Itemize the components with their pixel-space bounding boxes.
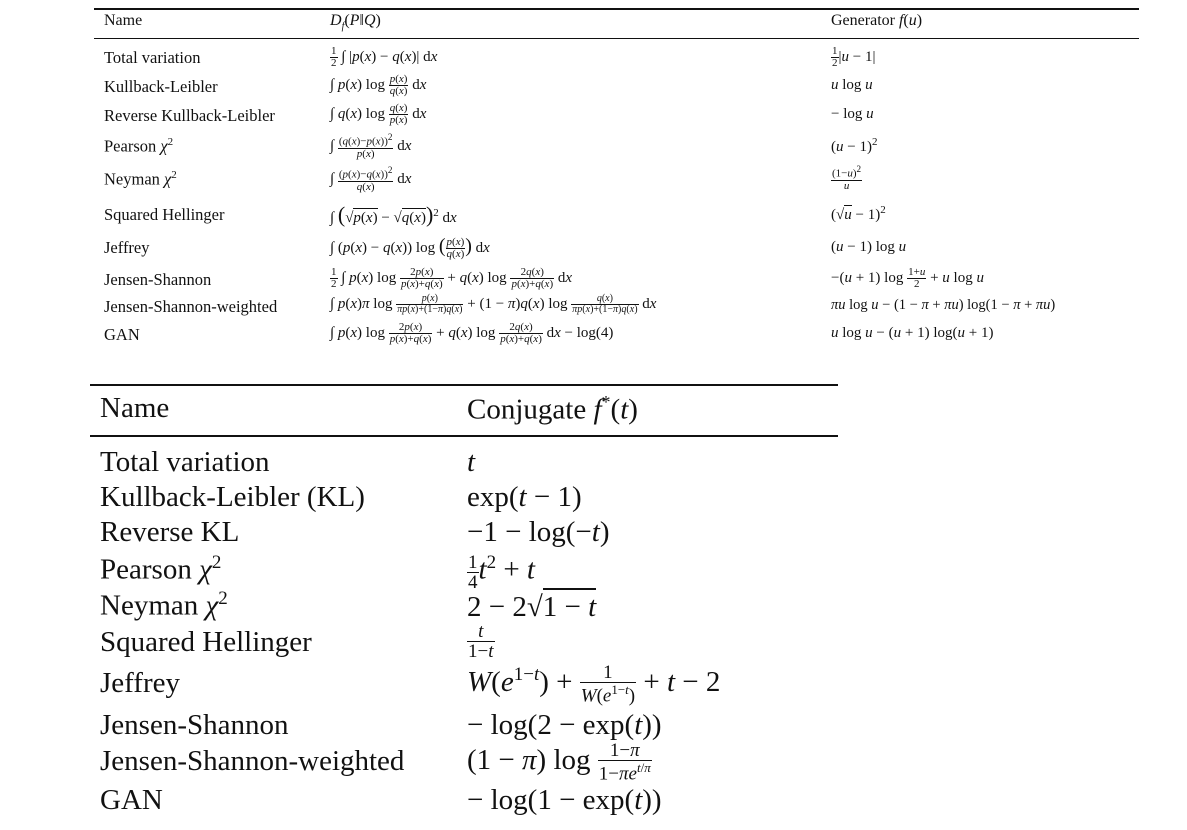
row-name: Kullback-Leibler bbox=[104, 77, 218, 96]
header-generator: Generator f(u) bbox=[831, 12, 923, 29]
conjugate-formula: 2 − 2√1 − t bbox=[467, 588, 596, 624]
row-name: Reverse Kullback-Leibler bbox=[104, 106, 275, 125]
row-name: GAN bbox=[104, 325, 140, 344]
conjugate-formula: − log(1 − exp(t)) bbox=[467, 784, 662, 816]
header-name: Name bbox=[100, 392, 170, 424]
table-row bbox=[0, 662, 1187, 707]
table-row bbox=[0, 73, 1187, 102]
table-row bbox=[0, 102, 1187, 131]
row-name: Pearson $\chi^2$ bbox=[104, 136, 174, 156]
divergence-formula: ∫ p(x) log $\frac{p(x)}{q(x)}$ dx bbox=[330, 73, 427, 97]
generator-formula: (u − 1) log u bbox=[831, 239, 907, 255]
row-name: Kullback-Leibler (KL) bbox=[100, 481, 365, 513]
row-name: Jensen-Shannon bbox=[104, 270, 212, 289]
divergence-formula: ∫ $(√p(x) - √q(x))^2$ dx bbox=[330, 202, 457, 227]
table-row bbox=[0, 323, 1187, 352]
conjugate-formula: $\frac{1}{4}$ $t^2 + t$ bbox=[468, 551, 535, 593]
table-row bbox=[0, 44, 1187, 73]
top-rule bbox=[90, 384, 838, 386]
table-row bbox=[0, 235, 1187, 264]
generator-formula: $(√u - 1)^2$ bbox=[831, 204, 886, 223]
table-row bbox=[0, 784, 1187, 821]
table-row bbox=[0, 446, 1187, 483]
divergence-formula: $\frac{1}{2}$ ∫ p(x) log $\frac{2p(x)}{p(x)+q(x)}$ + q(x) log $\frac{2q(x)}{p(x)+q(x)}$ dx bbox=[331, 266, 573, 290]
divergence-formula: ∫ q(x) log $\frac{q(x)}{p(x)}$ dx bbox=[330, 102, 427, 126]
row-name: GAN bbox=[100, 784, 163, 816]
conjugate-formula: (1 − π) log $\frac{1-\pi}{1-\pi e^{t/\pi}}$ bbox=[467, 740, 651, 785]
generator-formula: πu log u − (1 − π + πu) log(1 − π + πu) bbox=[831, 297, 1056, 313]
divergence-table bbox=[0, 0, 1187, 360]
divergence-formula: ∫ $\frac{(p(x)-q(x))^2}{q(x)}$ dx bbox=[330, 165, 412, 193]
row-name: Total variation bbox=[104, 48, 201, 67]
generator-formula: u log u − (u + 1) log(u + 1) bbox=[831, 325, 994, 341]
row-name: Jensen-Shannon bbox=[100, 709, 289, 741]
top-rule bbox=[94, 8, 1139, 10]
generator-formula: u log u bbox=[831, 77, 873, 93]
generator-formula: $(u - 1)^2$ bbox=[831, 136, 878, 155]
generator-formula: $\frac{(1-u)^2}{u}$ bbox=[832, 164, 862, 192]
table-row bbox=[0, 516, 1187, 553]
conjugate-table bbox=[0, 380, 1187, 830]
row-name: Jeffrey bbox=[104, 238, 150, 257]
row-name: Squared Hellinger bbox=[100, 626, 312, 658]
table-row bbox=[0, 621, 1187, 663]
conjugate-formula: −1 − log(−t) bbox=[467, 516, 610, 548]
divergence-formula: ∫ $\frac{(q(x)-p(x))^2}{p(x)}$ dx bbox=[330, 132, 412, 160]
generator-formula: − log u bbox=[831, 106, 874, 122]
header-name: Name bbox=[104, 12, 143, 29]
row-name: Pearson $\chi^2$ bbox=[100, 552, 222, 586]
conjugate-formula: − log(2 − exp(t)) bbox=[467, 709, 662, 741]
header-divergence: $D_f(P‖Q)$ bbox=[330, 12, 381, 33]
conjugate-formula: t bbox=[467, 446, 476, 478]
divergence-formula: ∫ (p(x) − q(x)) log ( $\frac{p(x)}{q(x)}$ ) dx bbox=[330, 235, 490, 261]
row-name: Neyman $\chi^2$ bbox=[100, 588, 228, 622]
generator-formula: $\frac{1}{2}$ |u − 1| bbox=[832, 45, 876, 69]
row-name: Jensen-Shannon-weighted bbox=[100, 745, 405, 777]
divergence-formula: ∫ p(x)π log $\frac{p(x)}{\pi p(x)+(1-\pi)q(x)}$ + (1 − π)q(x) log $\frac{q(x)}{\pi p(x)+(1-\pi)q(x)}$ dx bbox=[330, 293, 657, 315]
divergence-formula: ∫ p(x) log $\frac{2p(x)}{p(x)+q(x)}$ + q(x) log $\frac{2q(x)}{p(x)+q(x)}$ dx − log(4) bbox=[330, 321, 614, 345]
table-row bbox=[0, 295, 1187, 324]
header-rule bbox=[94, 38, 1139, 39]
row-name: Reverse KL bbox=[100, 516, 240, 548]
generator-formula: −(u + 1) log $\frac{1+u}{2}$ + u log u bbox=[831, 266, 984, 290]
row-name: Total variation bbox=[100, 446, 270, 478]
header-rule bbox=[90, 435, 838, 437]
divergence-formula: $\frac{1}{2}$ ∫ |p(x) − q(x)| dx bbox=[331, 45, 438, 69]
table-row bbox=[0, 588, 1187, 625]
table-row bbox=[0, 481, 1187, 518]
header-conjugate: Conjugate f*(t) bbox=[467, 392, 638, 426]
conjugate-formula: exp(t − 1) bbox=[467, 481, 582, 513]
row-name: Jeffrey bbox=[100, 667, 180, 699]
conjugate-formula: $\frac{t}{1-t}$ bbox=[468, 621, 494, 662]
table-row bbox=[0, 165, 1187, 194]
row-name: Jensen-Shannon-weighted bbox=[104, 297, 278, 316]
row-name: Squared Hellinger bbox=[104, 205, 225, 224]
table-row bbox=[0, 200, 1187, 229]
table-row bbox=[0, 267, 1187, 296]
row-name: Neyman $\chi^2$ bbox=[104, 169, 177, 189]
conjugate-formula: $W(e^{1-t})$ + $\frac{1}{W(e^{1-t})}$ + t − 2 bbox=[467, 662, 721, 707]
table-row bbox=[0, 740, 1187, 785]
table-row bbox=[0, 551, 1187, 593]
table-row bbox=[0, 132, 1187, 161]
